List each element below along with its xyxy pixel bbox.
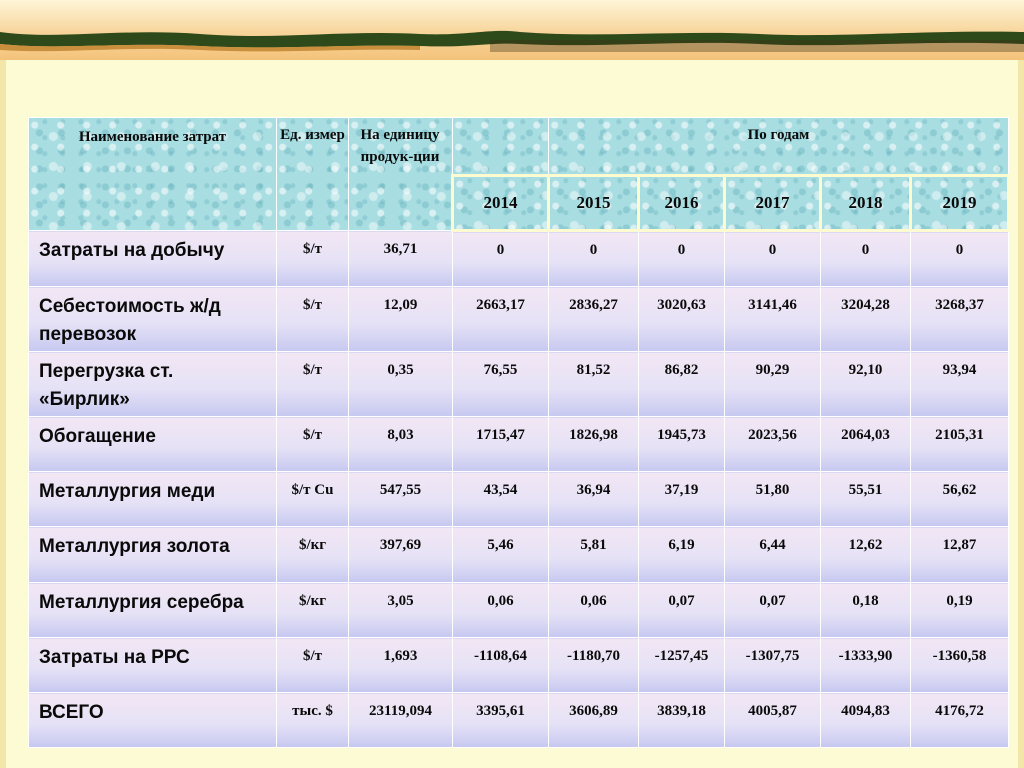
row-unit: $/т bbox=[277, 287, 349, 352]
row-name: Затраты на добычу bbox=[29, 231, 277, 287]
row-value: 0 bbox=[911, 231, 1009, 287]
table-row bbox=[29, 287, 1009, 352]
row-value: 2105,31 bbox=[911, 417, 1009, 472]
table-row-total bbox=[29, 693, 1009, 748]
row-value: 0 bbox=[725, 231, 821, 287]
row-value: 93,94 bbox=[911, 352, 1009, 417]
row-value: 0,07 bbox=[725, 583, 821, 638]
row-value: 3395,61 bbox=[453, 693, 549, 748]
row-value: 12,87 bbox=[911, 527, 1009, 583]
row-value: 92,10 bbox=[821, 352, 911, 417]
row-name: Металлургия золота bbox=[29, 527, 277, 583]
row-value: 43,54 bbox=[453, 472, 549, 527]
right-border bbox=[1018, 60, 1024, 768]
table-row bbox=[29, 231, 1009, 287]
row-value: 2064,03 bbox=[821, 417, 911, 472]
top-banner bbox=[0, 0, 1024, 60]
table-row bbox=[29, 583, 1009, 638]
row-value: 5,46 bbox=[453, 527, 549, 583]
table-row bbox=[29, 638, 1009, 693]
row-value: 6,44 bbox=[725, 527, 821, 583]
cost-table bbox=[28, 117, 1010, 748]
row-value: 86,82 bbox=[639, 352, 725, 417]
row-value: 0 bbox=[821, 231, 911, 287]
row-per-unit: 0,35 bbox=[349, 352, 453, 417]
row-value: 0,06 bbox=[549, 583, 639, 638]
row-value: 4005,87 bbox=[725, 693, 821, 748]
row-value: -1360,58 bbox=[911, 638, 1009, 693]
row-per-unit: 23119,094 bbox=[349, 693, 453, 748]
row-name: Затраты на РРС bbox=[29, 638, 277, 693]
row-value: 4094,83 bbox=[821, 693, 911, 748]
table-row bbox=[29, 352, 1009, 417]
row-unit: $/т bbox=[277, 352, 349, 417]
header-by-years: По годам bbox=[549, 118, 1009, 176]
row-value: 1945,73 bbox=[639, 417, 725, 472]
row-value: -1180,70 bbox=[549, 638, 639, 693]
row-unit: $/т Cu bbox=[277, 472, 349, 527]
row-value: 3204,28 bbox=[821, 287, 911, 352]
header-per-unit: На единицу продук-ции bbox=[349, 118, 453, 231]
row-value: 0 bbox=[453, 231, 549, 287]
row-value: 3839,18 bbox=[639, 693, 725, 748]
row-unit: $/кг bbox=[277, 527, 349, 583]
row-per-unit: 3,05 bbox=[349, 583, 453, 638]
header-year: 2017 bbox=[725, 176, 821, 231]
header-blank bbox=[453, 118, 549, 176]
row-name: ВСЕГО bbox=[29, 693, 277, 748]
row-value: 2836,27 bbox=[549, 287, 639, 352]
header-row-1 bbox=[29, 118, 1009, 176]
row-value: 3020,63 bbox=[639, 287, 725, 352]
header-year: 2016 bbox=[639, 176, 725, 231]
row-unit: $/т bbox=[277, 638, 349, 693]
row-value: 37,19 bbox=[639, 472, 725, 527]
row-per-unit: 547,55 bbox=[349, 472, 453, 527]
row-value: -1108,64 bbox=[453, 638, 549, 693]
header-year: 2018 bbox=[821, 176, 911, 231]
row-value: 12,62 bbox=[821, 527, 911, 583]
row-value: 3141,46 bbox=[725, 287, 821, 352]
row-per-unit: 36,71 bbox=[349, 231, 453, 287]
header-year: 2014 bbox=[453, 176, 549, 231]
table-row bbox=[29, 527, 1009, 583]
row-unit: $/т bbox=[277, 231, 349, 287]
row-value: 1715,47 bbox=[453, 417, 549, 472]
row-unit: $/т bbox=[277, 417, 349, 472]
row-value: 76,55 bbox=[453, 352, 549, 417]
row-per-unit: 1,693 bbox=[349, 638, 453, 693]
row-value: 0,18 bbox=[821, 583, 911, 638]
row-value: 3268,37 bbox=[911, 287, 1009, 352]
row-value: 56,62 bbox=[911, 472, 1009, 527]
row-value: 3606,89 bbox=[549, 693, 639, 748]
row-per-unit: 12,09 bbox=[349, 287, 453, 352]
header-unit: Ед. измер bbox=[277, 118, 349, 231]
row-per-unit: 397,69 bbox=[349, 527, 453, 583]
row-name: Перегрузка ст. «Бирлик» bbox=[29, 352, 277, 417]
row-name: Металлургия меди bbox=[29, 472, 277, 527]
header-year: 2015 bbox=[549, 176, 639, 231]
banner-wave-decoration bbox=[0, 0, 1024, 60]
row-name: Себестоимость ж/д перевозок bbox=[29, 287, 277, 352]
row-name: Обогащение bbox=[29, 417, 277, 472]
row-value: 0 bbox=[549, 231, 639, 287]
table-row bbox=[29, 472, 1009, 527]
row-value: 1826,98 bbox=[549, 417, 639, 472]
row-value: -1257,45 bbox=[639, 638, 725, 693]
row-value: -1333,90 bbox=[821, 638, 911, 693]
row-value: 51,80 bbox=[725, 472, 821, 527]
row-value: 0 bbox=[639, 231, 725, 287]
row-value: 6,19 bbox=[639, 527, 725, 583]
table-row bbox=[29, 417, 1009, 472]
row-value: 0,19 bbox=[911, 583, 1009, 638]
row-value: 2023,56 bbox=[725, 417, 821, 472]
left-border bbox=[0, 60, 6, 768]
row-value: 4176,72 bbox=[911, 693, 1009, 748]
row-value: 81,52 bbox=[549, 352, 639, 417]
row-value: -1307,75 bbox=[725, 638, 821, 693]
row-per-unit: 8,03 bbox=[349, 417, 453, 472]
row-name: Металлургия серебра bbox=[29, 583, 277, 638]
row-value: 55,51 bbox=[821, 472, 911, 527]
row-value: 2663,17 bbox=[453, 287, 549, 352]
row-value: 0,06 bbox=[453, 583, 549, 638]
header-name: Наименование затрат bbox=[29, 118, 277, 231]
header-year: 2019 bbox=[911, 176, 1009, 231]
row-value: 90,29 bbox=[725, 352, 821, 417]
row-unit: тыс. $ bbox=[277, 693, 349, 748]
row-value: 36,94 bbox=[549, 472, 639, 527]
row-unit: $/кг bbox=[277, 583, 349, 638]
row-value: 0,07 bbox=[639, 583, 725, 638]
row-value: 5,81 bbox=[549, 527, 639, 583]
